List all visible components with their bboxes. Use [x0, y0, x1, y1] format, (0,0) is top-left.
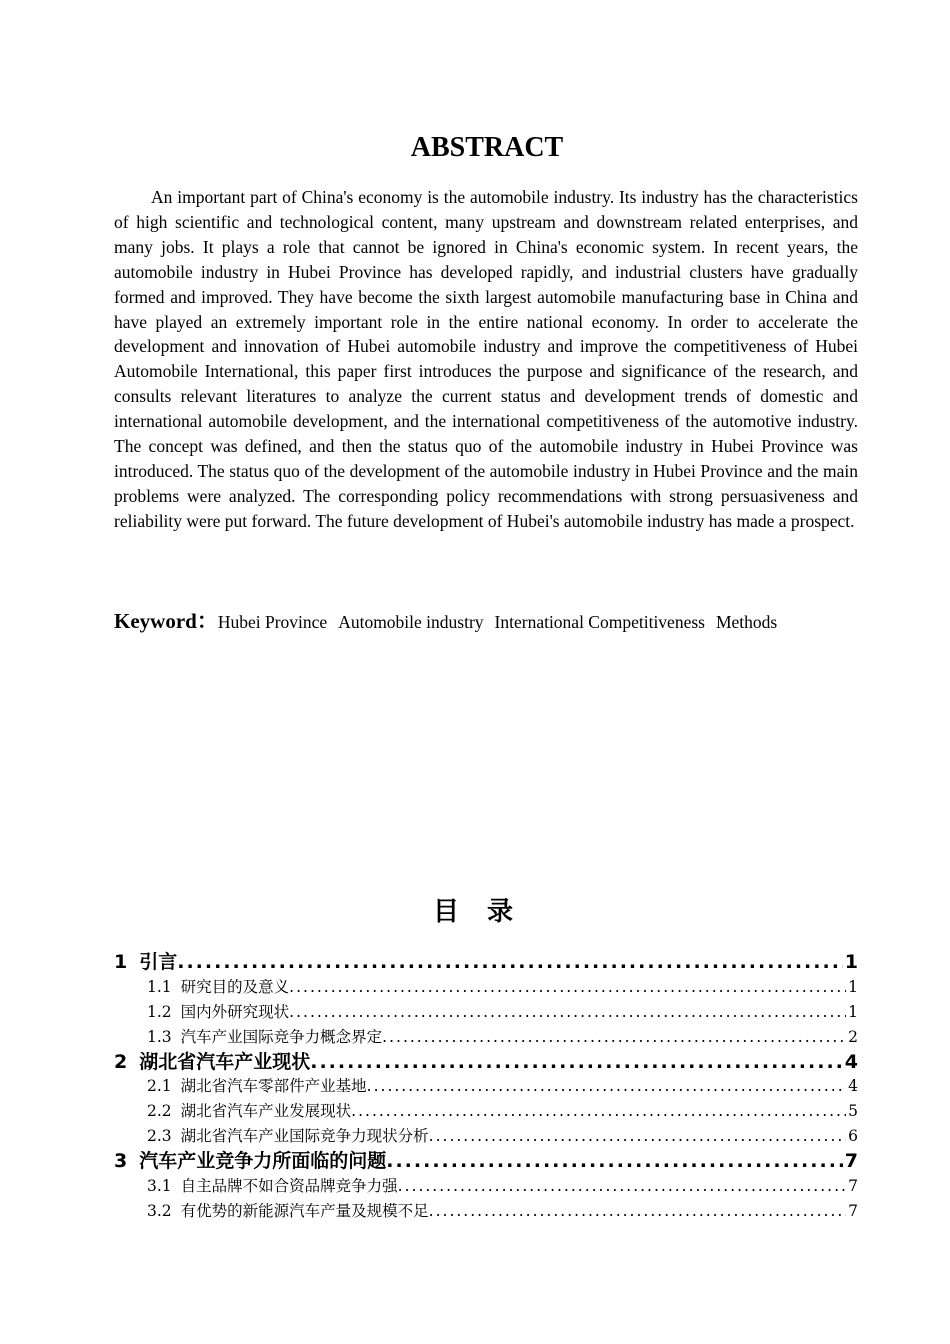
- toc-entry-number: 2: [114, 1050, 128, 1073]
- toc-entry-page: 7: [844, 1150, 858, 1173]
- toc-entry[interactable]: [114, 1174, 858, 1199]
- toc-entry-page: 6: [848, 1127, 858, 1146]
- toc-entry-title: 国内外研究现状: [180, 1002, 290, 1021]
- toc-entry-title: 有优势的新能源汽车产量及规模不足: [180, 1201, 429, 1220]
- toc-leader-dots: [351, 1099, 846, 1124]
- toc-entry-page: 1: [848, 1002, 858, 1021]
- toc-leader-dots: [398, 1174, 846, 1199]
- toc-leader-dots: [289, 975, 846, 1000]
- toc-entry-number: 1.2: [147, 1002, 172, 1021]
- toc-leader-dots: [386, 1149, 843, 1174]
- toc-entry-title: 湖北省汽车产业现状: [139, 1050, 311, 1073]
- toc-entry-page: 7: [848, 1201, 858, 1220]
- toc-entry[interactable]: [114, 1050, 858, 1075]
- abstract-body: An important part of China's economy is the automobile industry. Its industry has the characteristics of high scientific and technological content, many upstream and downstream related enterprises, and many jobs. It plays a role that cannot be ignored in China's economic system. In recent years, the automobile industry in Hubei Province has developed rapidly, and industrial clusters have gradually formed and improved. They have become the sixth largest automobile manufacturing base in China and have played an extremely important role in the entire national economy. In order to accelerate the development and innovation of Hubei automobile industry and improve the competitiveness of Hubei Automobile International, this paper first introduces the purpose and significance of the research, and consults relevant literatures to analyze the current status and development trends of domestic and international automobile development, and the international competitiveness of the automotive industry. The concept was defined, and then the status quo of the automobile industry in Hubei Province was introduced. The status quo of the development of the automobile industry in Hubei Province and the main problems were analyzed. The corresponding policy recommendations with strong persuasiveness and reliability were put forward. The future development of Hubei's automobile industry has made a prospect.: [114, 187, 858, 531]
- toc-leader-dots: [429, 1199, 846, 1224]
- toc-leader-dots: [429, 1124, 846, 1149]
- toc-entry-number: 2.2: [147, 1102, 172, 1121]
- toc-entry[interactable]: [114, 1000, 858, 1025]
- keyword-item: International Competitiveness: [494, 612, 705, 632]
- toc-leader-dots: [289, 1000, 846, 1025]
- toc-entry[interactable]: [114, 1149, 858, 1174]
- toc-entry-title: 湖北省汽车产业发展现状: [180, 1102, 352, 1121]
- toc-leader-dots: [382, 1025, 846, 1050]
- toc-entry[interactable]: [114, 1025, 858, 1050]
- toc-entry-page: 7: [848, 1177, 858, 1196]
- toc-leader-dots: [310, 1050, 843, 1075]
- toc-entry-number: 3: [114, 1150, 128, 1173]
- keyword-values: [218, 612, 777, 632]
- toc-leader-dots: [367, 1074, 846, 1099]
- toc-entry[interactable]: [114, 1074, 858, 1099]
- toc-entry[interactable]: [114, 950, 858, 975]
- toc-entry-page: 2: [848, 1027, 858, 1046]
- toc-entry-title: 湖北省汽车零部件产业基地: [180, 1077, 367, 1096]
- toc-entry[interactable]: [114, 1124, 858, 1149]
- toc-entry-title: 引言: [139, 951, 178, 973]
- toc-entry-title: 湖北省汽车产业国际竞争力现状分析: [180, 1127, 429, 1146]
- toc-title: 目录: [432, 897, 541, 927]
- toc-entry[interactable]: [114, 975, 858, 1000]
- toc-entry-page: 5: [848, 1102, 858, 1121]
- toc-entry-number: 1: [114, 951, 128, 973]
- toc-entry-title: 汽车产业竞争力所面临的问题: [139, 1150, 387, 1173]
- keyword-label: Keyword：: [114, 609, 218, 633]
- toc-leader-dots: [177, 950, 843, 975]
- keyword-line: [114, 606, 874, 637]
- toc-entry-number: 2.1: [147, 1077, 172, 1096]
- toc-entry-title: 自主品牌不如合资品牌竞争力强: [180, 1177, 398, 1196]
- toc-entry-number: 3.1: [147, 1177, 172, 1196]
- toc-entry-page: 1: [848, 977, 858, 996]
- table-of-contents: [114, 950, 858, 1224]
- toc-entry-title: 研究目的及意义: [180, 977, 290, 996]
- toc-entry-title: 汽车产业国际竞争力概念界定: [180, 1027, 383, 1046]
- toc-entry[interactable]: [114, 1099, 858, 1124]
- toc-entry-number: 1.1: [147, 977, 172, 996]
- toc-entry-number: 2.3: [147, 1127, 172, 1146]
- abstract-title: ABSTRACT: [410, 132, 564, 163]
- toc-entry-page: 4: [848, 1077, 858, 1096]
- toc-entry-number: 1.3: [147, 1027, 172, 1046]
- toc-entry-page: 4: [844, 1050, 858, 1073]
- keyword-item: Automobile industry: [338, 612, 484, 632]
- keyword-item: Hubei Province: [217, 612, 328, 632]
- toc-entry-number: 3.2: [147, 1201, 172, 1220]
- keyword-item: Methods: [715, 612, 778, 632]
- toc-entry[interactable]: [114, 1199, 858, 1224]
- toc-entry-page: 1: [844, 951, 858, 973]
